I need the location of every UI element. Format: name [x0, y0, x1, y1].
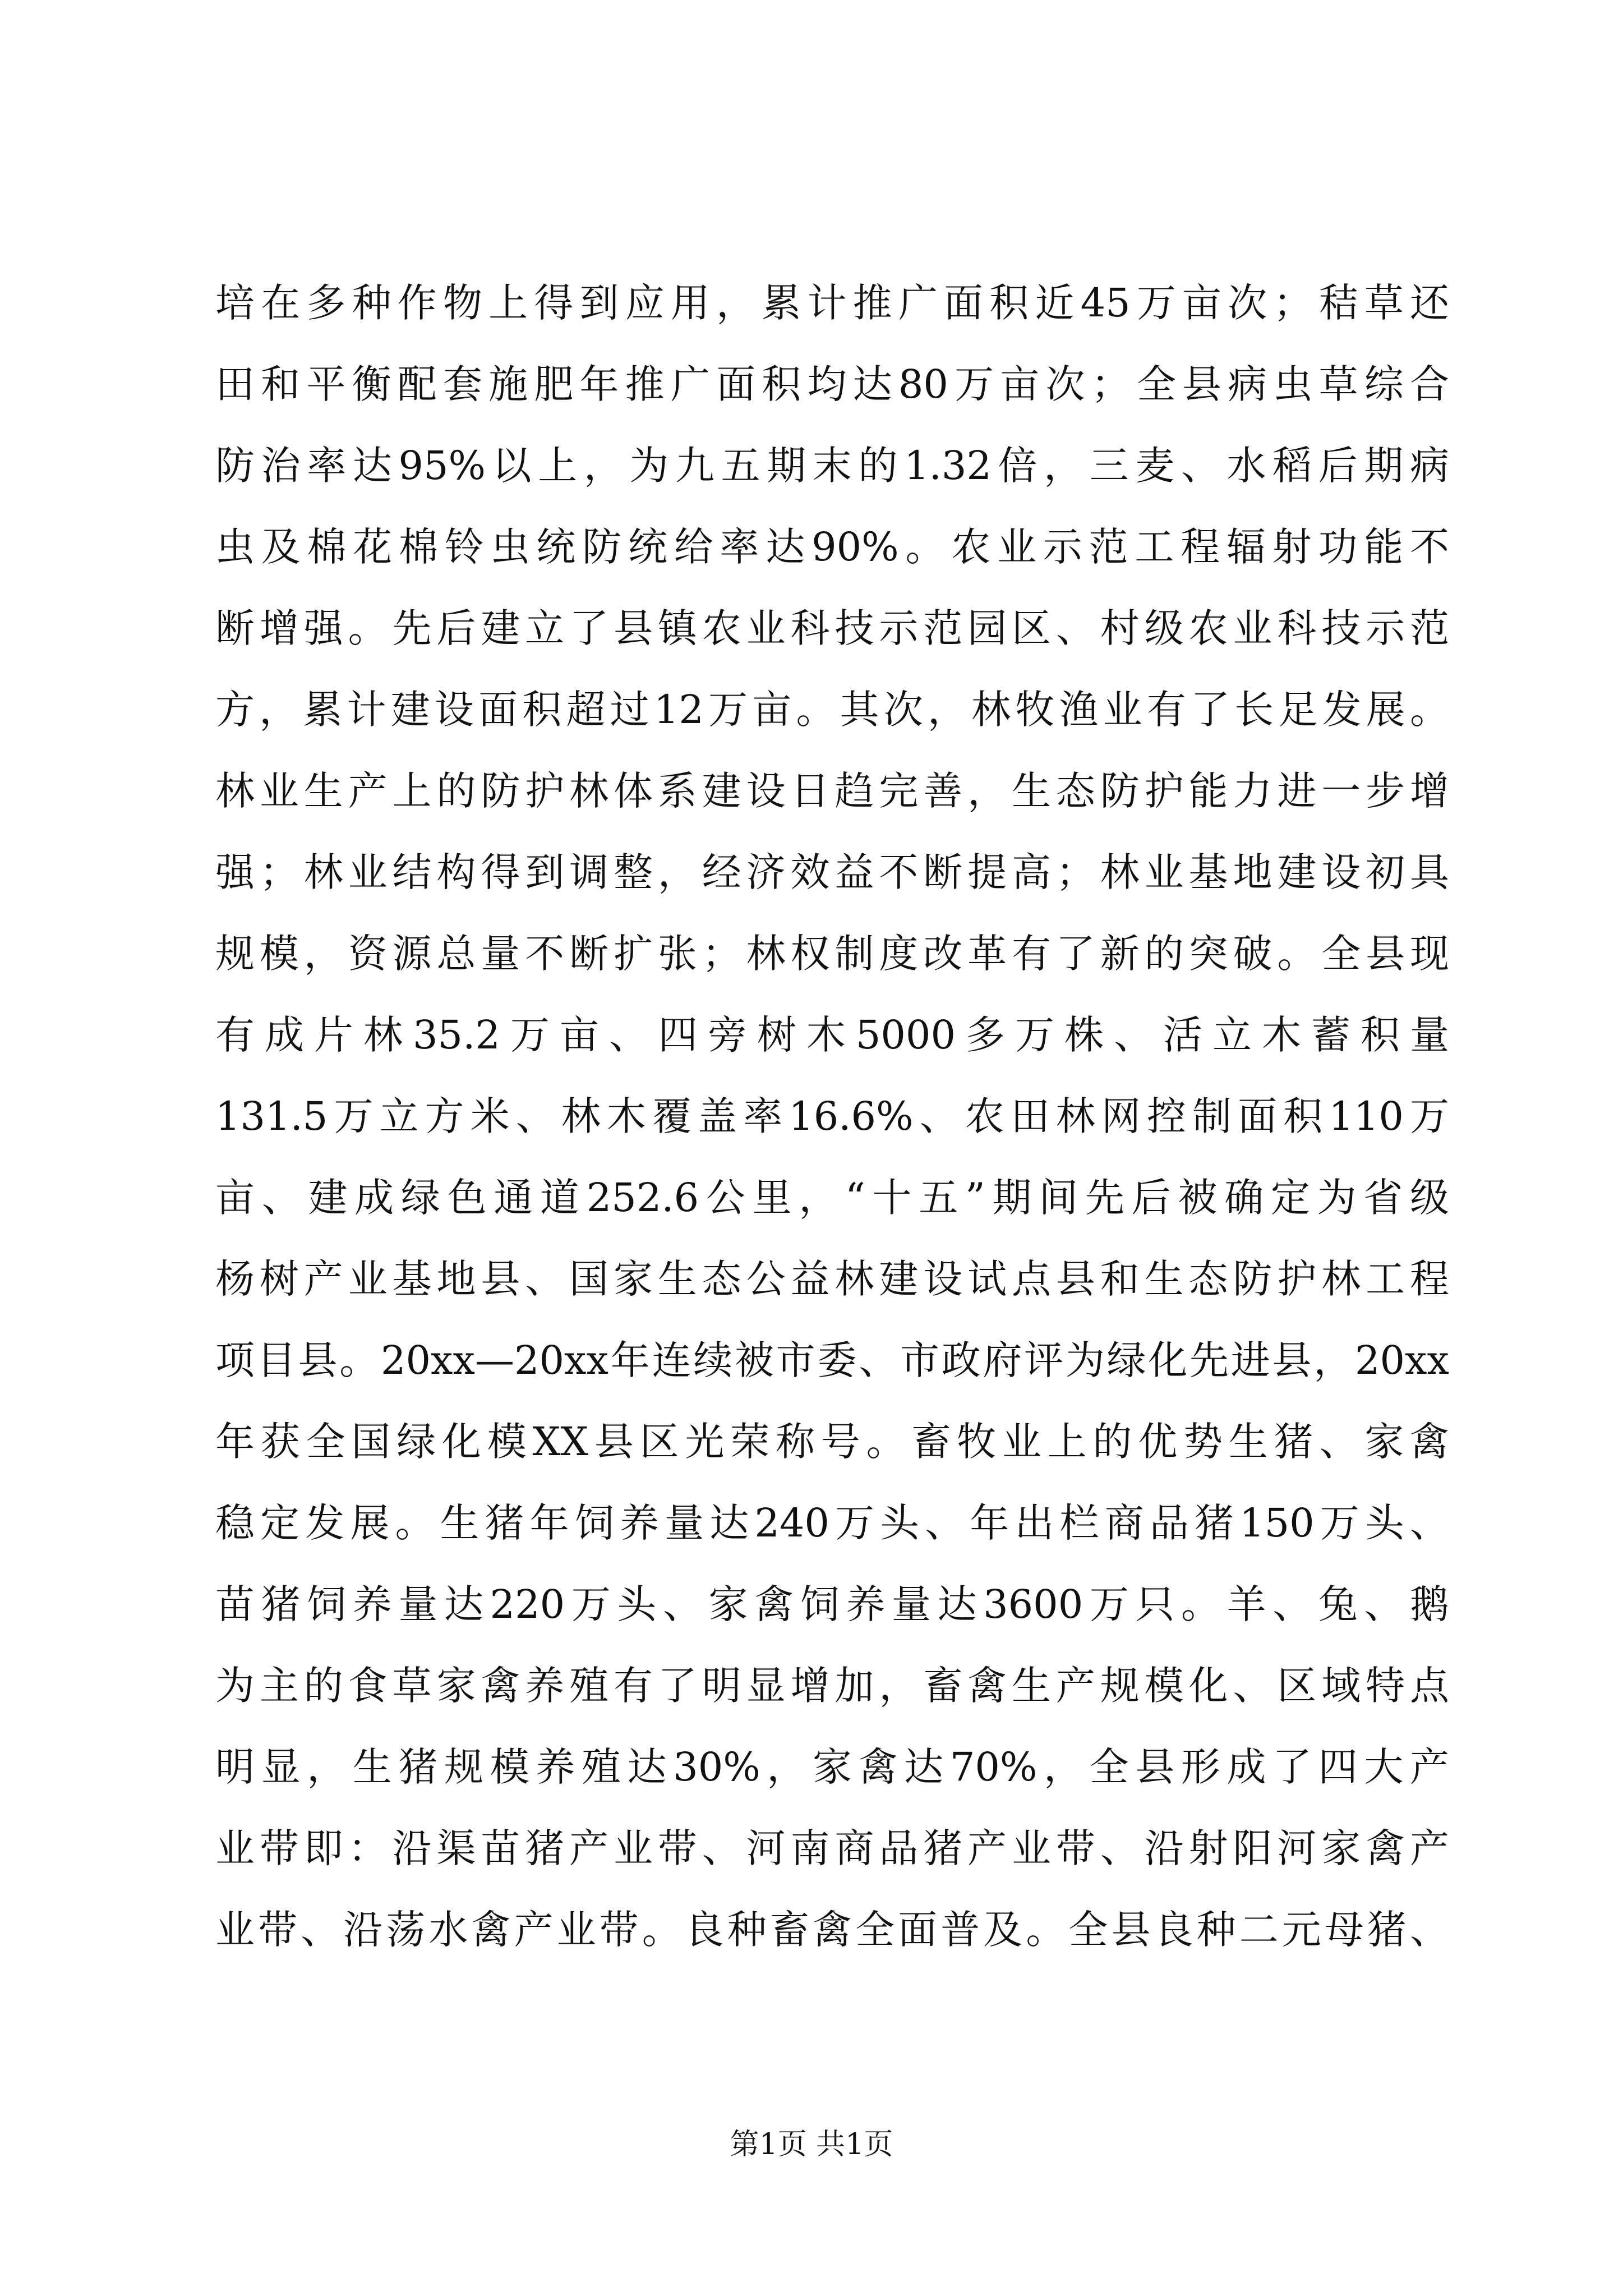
text-line: 业带即：沿渠苗猪产业带、河南商品猪产业带、沿射阳河家禽产 — [215, 1825, 1449, 1871]
text-line: 田和平衡配套施肥年推广面积均达80万亩次；全县病虫草综合 — [215, 361, 1449, 407]
text-line: 业带、沿荡水禽产业带。良种畜禽全面普及。全县良种二元母猪、 — [215, 1907, 1449, 1953]
text-line: 有成片林35.2万亩、四旁树木5000多万株、活立木蓄积量 — [215, 1012, 1449, 1058]
text-line: 培在多种作物上得到应用，累计推广面积近45万亩次；秸草还 — [215, 280, 1449, 326]
body-paragraph — [215, 263, 1449, 1971]
text-line: 131.5万立方米、林木覆盖率16.6%、农田林网控制面积110万 — [215, 1093, 1449, 1139]
text-line: 稳定发展。生猪年饲养量达240万头、年出栏商品猪150万头、 — [215, 1500, 1449, 1546]
text-line: 苗猪饲养量达220万头、家禽饲养量达3600万只。羊、兔、鹅 — [215, 1581, 1449, 1627]
text-line: 明显，生猪规模养殖达30%，家禽达70%，全县形成了四大产 — [215, 1744, 1449, 1790]
text-line: 林业生产上的防护林体系建设日趋完善，生态防护能力进一步增 — [215, 768, 1449, 814]
text-line: 为主的食草家禽养殖有了明显增加，畜禽生产规模化、区域特点 — [215, 1663, 1449, 1709]
text-line: 规模，资源总量不断扩张；林权制度改革有了新的突破。全县现 — [215, 931, 1449, 977]
text-line: 方，累计建设面积超过12万亩。其次，林牧渔业有了长足发展。 — [215, 687, 1449, 733]
text-line: 杨树产业基地县、国家生态公益林建设试点县和生态防护林工程 — [215, 1256, 1449, 1302]
page-footer: 第1页 共1页 — [730, 2128, 893, 2161]
text-line: 亩、建成绿色通道252.6公里，“十五”期间先后被确定为省级 — [215, 1175, 1449, 1221]
text-line: 防治率达95%以上，为九五期末的1.32倍，三麦、水稻后期病 — [215, 443, 1449, 489]
text-line: 虫及棉花棉铃虫统防统给率达90%。农业示范工程辐射功能不 — [215, 524, 1449, 570]
text-line: 断增强。先后建立了县镇农业科技示范园区、村级农业科技示范 — [215, 605, 1449, 651]
text-line: 强；林业结构得到调整，经济效益不断提高；林业基地建设初具 — [215, 849, 1449, 895]
text-line: 项目县。20xx—20xx年连续被市委、市政府评为绿化先进县，20xx — [215, 1337, 1449, 1383]
text-line: 年获全国绿化模XX县区光荣称号。畜牧业上的优势生猪、家禽 — [215, 1419, 1449, 1465]
